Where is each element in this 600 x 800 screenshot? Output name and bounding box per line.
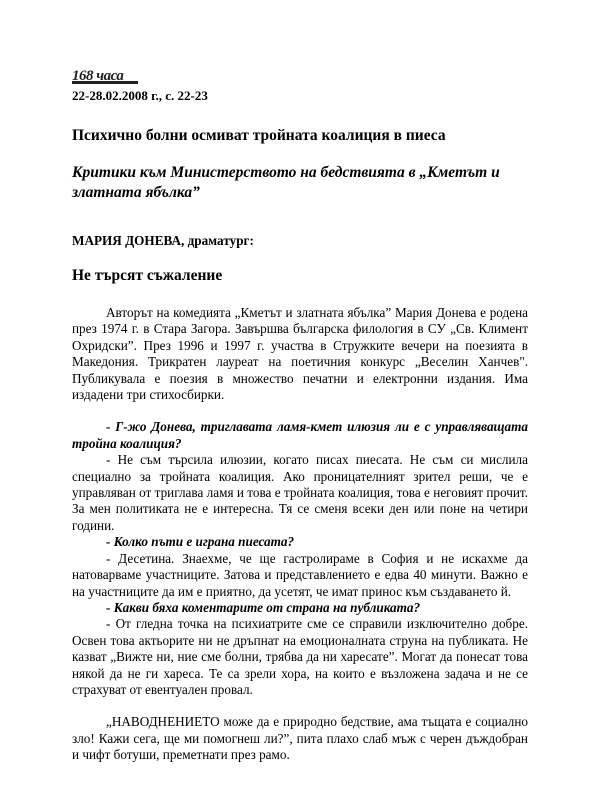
author-line: МАРИЯ ДОНЕВА, драматург: bbox=[72, 233, 254, 248]
interview-question-1: - Г-жо Донева, триглавата ламя-кмет илюзия ли е с управляващата тройна коалиция? bbox=[72, 419, 528, 451]
interview-question-2: - Колко пъти е играна пиесата? bbox=[106, 534, 295, 550]
logo-168-chasa-icon bbox=[72, 66, 138, 86]
document-page bbox=[72, 66, 528, 764]
interview-answer-3: - От гледна точка на психиатрите сме се справили изключително добре. Освен това актьорите ни не дръпнат на емоционалната струна на публиката. Не казват „Вижте ни, ние сме болни, трябва да ни харесате”. Могат да понесат това някой да не ги хареса. Те са зрели хора, на които е възложена задача и не се страхуват от евентуален провал. bbox=[72, 616, 528, 697]
intro-paragraph: Авторът на комедията „Кметът и златната ябълка” Мария Донева е родена през 1974 г. в Стара Загора. Завършва българска филология в СУ „Св. Климент Охридски”. През 1996 и 1997 г. участва в Стружките вечери на поезията в Македония. Трикратен лауреат на поетичния конкурс „Веселин Ханчев". Публикувала е поезия в множество печатни и електронни издания. Има издадени три стихосбирки. bbox=[72, 305, 528, 403]
interview-answer-2: - Десетина. Знаехме, че ще гастролираме в София и не искахме да натоварваме участниците. Затова и представлението е едва 40 минути. Важно е на участниците да им е приятно, да усетят, че имат принос към създаването й. bbox=[72, 550, 528, 599]
publication-date: 22-28.02.2008 г., с. 22-23 bbox=[72, 88, 208, 103]
article-subheadline: Критики към Министерството на бедствията в „Кметът и златната ябълка” bbox=[72, 164, 500, 201]
publication-logo bbox=[72, 66, 138, 86]
interview-answer-1: - Не съм търсила илюзии, когато писах пиесата. Не съм си мислила специално за тройната коалиция. Ако проницателният зрител реши, че е управляван от триглава ламя и това е тройната коалиция, това е неговият прочит. За мен политиката не е интересна. Тя се сменя всеки ден или поне на четири години. bbox=[72, 452, 528, 533]
article-headline: Психично болни осмиват тройната коалиция в пиеса bbox=[72, 127, 446, 144]
interview-question-3: - Какви бяха коментарите от страна на публиката? bbox=[106, 599, 421, 615]
logo-text: 168 часа bbox=[72, 68, 124, 84]
closing-paragraph: „НАВОДНЕНИЕТО може да е природно бедствие, ама тъщата е социално зло! Кажи сега, ще ми помогнеш ли?”, пита плахо слаб мъж с черен дъждобран и чифт ботуши, преметнати през рамо. bbox=[72, 714, 528, 763]
section-title: Не търсят съжаление bbox=[72, 267, 223, 284]
